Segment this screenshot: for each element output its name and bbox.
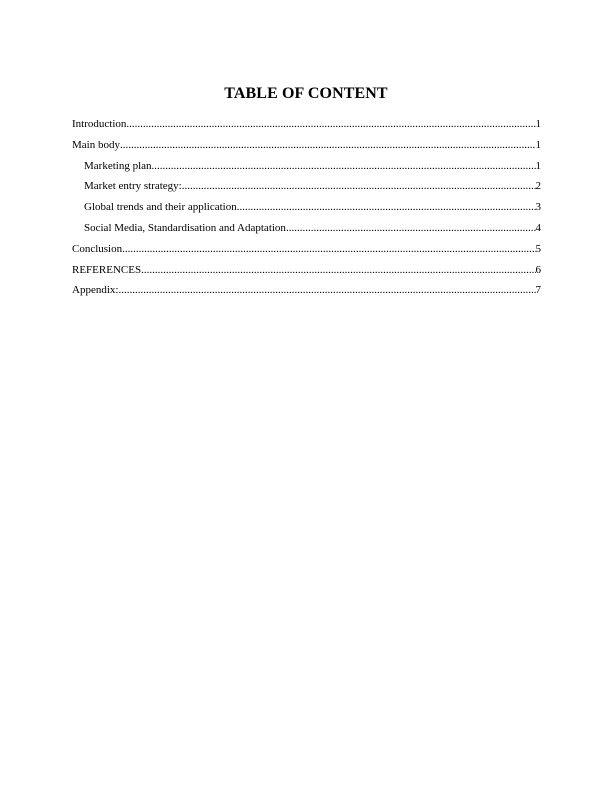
dot-leader [182,179,536,193]
toc-entry-page-number: 4 [535,221,541,234]
toc-entry-label: Social Media, Standardisation and Adaptation [84,221,286,234]
toc-entry-conclusion[interactable] [72,242,541,263]
toc-entry-market-entry-strategy[interactable] [72,179,541,200]
toc-entry-label: Introduction [72,118,127,130]
dot-leader [152,159,536,173]
toc-entry-main-body[interactable] [72,138,541,159]
toc-title: TABLE OF CONTENT [224,85,388,102]
toc-entry-social-media[interactable] [72,221,541,242]
dot-leader [237,200,536,214]
dot-leader [122,242,535,256]
toc-entry-introduction[interactable] [72,117,541,138]
table-of-contents [72,117,541,304]
dot-leader [126,117,535,131]
toc-entry-appendix[interactable] [72,283,541,304]
dot-leader [141,263,535,277]
toc-entry-label: Marketing plan [84,159,152,172]
toc-entry-references[interactable] [72,263,541,284]
toc-entry-label: Conclusion [72,242,123,255]
toc-entry-page-number: 3 [535,201,541,214]
toc-entry-page-number: 2 [535,180,541,193]
toc-entry-page-number: 1 [535,138,541,151]
toc-entry-page-number: 6 [535,263,541,276]
toc-entry-global-trends[interactable] [72,200,541,221]
toc-entry-page-number: 1 [535,118,541,130]
dot-leader [118,283,535,297]
toc-entry-page-number: 7 [535,284,541,297]
toc-entry-page-number: 5 [535,242,541,255]
toc-entry-label: Main body [72,138,120,151]
toc-entry-label: Market entry strategy: [84,180,182,193]
toc-entry-label: Global trends and their application [84,201,237,214]
dot-leader [286,221,536,235]
toc-entry-marketing-plan[interactable] [72,159,541,180]
toc-entry-label: Appendix: [72,284,119,297]
toc-entry-page-number: 1 [535,159,541,172]
dot-leader [120,138,536,152]
toc-entry-label: REFERENCES [72,263,142,276]
